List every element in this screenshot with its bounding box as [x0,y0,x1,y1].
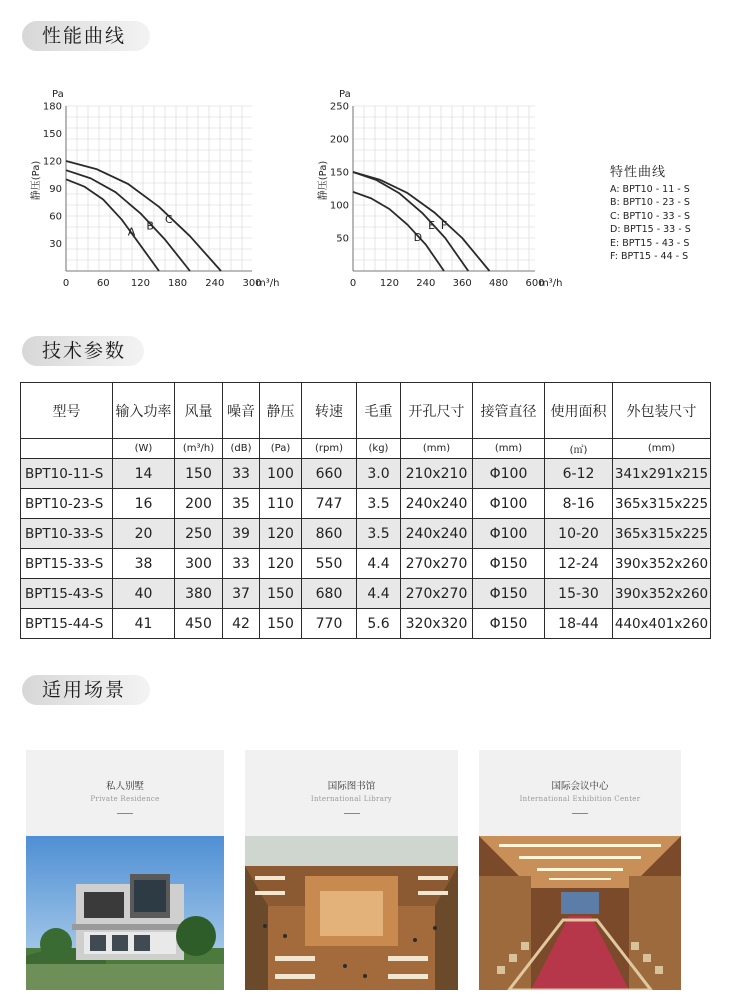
table-cell: 341x291x215 [613,459,711,489]
y-unit-label: Pa [339,89,351,100]
table-cell: 300 [175,549,223,579]
table-cell: 240x240 [401,489,473,519]
table-cell: 660 [302,459,357,489]
table-cell: 3.5 [357,519,401,549]
table-cell: BPT10-11-S [21,459,113,489]
table-cell: Φ100 [473,459,545,489]
x-tick-label: 60 [96,278,110,289]
curve-a [66,179,159,271]
table-cell: 8-16 [545,489,613,519]
scene-divider [344,813,360,814]
table-cell: Φ100 [473,489,545,519]
table-row [21,549,711,579]
table-cell: 3.5 [357,489,401,519]
table-cell: 270x270 [401,549,473,579]
section-title-scenes: 适用场景 [22,675,150,705]
table-row [21,609,711,639]
y-axis-title: 静压(Pa) [31,160,42,201]
table-cell: 33 [223,459,260,489]
table-cell: 320x320 [401,609,473,639]
table-cell: 静压 [260,383,302,439]
table-cell: Φ150 [473,609,545,639]
curve-label-e: E [428,218,436,232]
table-cell: 110 [260,489,302,519]
table-cell: 150 [175,459,223,489]
legend-item-e: E: BPT15 - 43 - S [610,237,690,249]
y-tick-label: 200 [329,134,349,146]
table-cell: 100 [260,459,302,489]
table-cell: 770 [302,609,357,639]
x-tick-label: 600 [525,278,545,289]
curve-label-a: A [127,225,136,239]
table-cell: 390x352x260 [613,579,711,609]
table-cell: BPT10-23-S [21,489,113,519]
table-cell: 250 [175,519,223,549]
scene-subtitle: International Exhibition Center [519,795,641,803]
curve-e [353,172,468,271]
y-tick-label: 150 [329,167,349,179]
table-cell: 37 [223,579,260,609]
performance-chart-2 [290,85,610,289]
legend-title: 特性曲线 [610,165,667,180]
table-cell: (Pa) [260,439,302,459]
performance-chart-1 [0,85,300,289]
table-cell: 860 [302,519,357,549]
table-cell: 120 [260,549,302,579]
table-cell: 550 [302,549,357,579]
x-tick-label: 0 [349,278,357,289]
scene-title: 国际会议中心 [551,781,609,792]
table-cell: BPT15-33-S [21,549,113,579]
scene-divider [572,813,588,814]
table-cell: 毛重 [357,383,401,439]
x-tick-label: 240 [416,278,436,289]
table-cell: 270x270 [401,579,473,609]
table-cell: BPT10-33-S [21,519,113,549]
x-tick-label: 120 [379,278,399,289]
conference-image [479,836,681,990]
scene-title: 国际图书馆 [327,781,376,792]
table-row [21,489,711,519]
table-cell: 365x315x225 [613,519,711,549]
table-cell: 440x401x260 [613,609,711,639]
section-title-performance: 性能曲线 [22,21,150,51]
y-tick-label: 250 [329,101,349,113]
x-tick-label: 180 [168,278,188,289]
table-cell: 747 [302,489,357,519]
scene-divider [117,813,133,814]
curve-label-f: F [440,218,448,232]
table-units-row [21,439,711,459]
table-cell: 365x315x225 [613,489,711,519]
table-cell: 14 [113,459,175,489]
table-cell: 20 [113,519,175,549]
table-cell: 39 [223,519,260,549]
spec-table [20,382,711,639]
table-cell: 6-12 [545,459,613,489]
section-title-tech: 技术参数 [22,336,144,366]
table-cell: 42 [223,609,260,639]
table-cell: 41 [113,609,175,639]
legend-item-b: B: BPT10 - 23 - S [610,197,690,208]
curve-label-b: B [146,219,154,233]
villa-image [26,836,224,990]
y-tick-label: 60 [49,211,62,223]
y-tick-label: 90 [49,184,62,195]
table-cell: 噪音 [223,383,260,439]
x-unit-label: m³/h [256,278,280,289]
x-tick-label: 120 [130,278,150,289]
table-cell: 12-24 [545,549,613,579]
table-cell: 390x352x260 [613,549,711,579]
table-cell: 4.4 [357,549,401,579]
table-cell: Φ150 [473,579,545,609]
y-tick-label: 100 [329,200,349,212]
table-cell: 380 [175,579,223,609]
table-cell: (rpm) [302,439,357,459]
table-cell: 210x210 [401,459,473,489]
y-tick-label: 180 [42,101,62,113]
table-cell: (m³/h) [175,439,223,459]
table-cell: Φ100 [473,519,545,549]
y-tick-label: 50 [336,233,349,245]
table-cell: (mm) [401,439,473,459]
table-cell: 转速 [302,383,357,439]
table-cell: 3.0 [357,459,401,489]
table-cell: 33 [223,549,260,579]
table-header-row [21,383,711,439]
table-cell: 35 [223,489,260,519]
table-cell: 450 [175,609,223,639]
table-cell: (㎡) [545,439,613,459]
table-cell: 240x240 [401,519,473,549]
x-unit-label: m³/h [539,278,563,289]
y-tick-label: 150 [42,129,62,140]
y-tick-label: 120 [42,156,62,168]
legend-item-a: A: BPT10 - 11 - S [610,183,690,195]
table-cell: 40 [113,579,175,609]
table-cell: 150 [260,609,302,639]
scene-card-exhibition [479,750,681,990]
table-cell: 15-30 [545,579,613,609]
y-unit-label: Pa [52,89,64,100]
legend-item-f: F: BPT15 - 44 - S [610,251,689,262]
curve-label-d: D [413,230,423,244]
curve-legend [610,166,691,264]
x-tick-label: 300 [242,278,262,289]
table-cell: 外包装尺寸 [613,383,711,439]
table-cell: BPT15-44-S [21,609,113,639]
table-row [21,519,711,549]
scene-title: 私人别墅 [105,781,144,792]
table-cell: 开孔尺寸 [401,383,473,439]
table-cell: 10-20 [545,519,613,549]
y-tick-label: 30 [49,239,62,250]
table-cell: (mm) [473,439,545,459]
table-cell: BPT15-43-S [21,579,113,609]
curve-f [353,172,490,271]
table-cell: 680 [302,579,357,609]
y-axis-title: 静压(Pa) [318,160,329,201]
table-cell: (W) [113,439,175,459]
legend-item-d: D: BPT15 - 33 - S [610,224,691,235]
table-cell: (dB) [223,439,260,459]
table-cell: 接管直径 [473,383,545,439]
x-tick-label: 240 [205,278,225,289]
table-cell: 16 [113,489,175,519]
x-tick-label: 360 [452,278,472,289]
legend-item-c: C: BPT10 - 33 - S [610,210,691,222]
scene-subtitle: Private Residence [90,795,160,803]
table-cell: 输入功率 [113,383,175,439]
table-cell: 风量 [175,383,223,439]
table-row [21,459,711,489]
scene-card-residence [26,750,224,990]
table-cell: 200 [175,489,223,519]
table-cell: 4.4 [357,579,401,609]
table-cell: 5.6 [357,609,401,639]
table-cell: 150 [260,579,302,609]
curve-label-c: C [165,212,173,226]
table-row [21,579,711,609]
table-cell: 120 [260,519,302,549]
table-cell: 使用面积 [545,383,613,439]
x-tick-label: 480 [489,278,509,289]
table-cell: (mm) [613,439,711,459]
table-cell: (kg) [357,439,401,459]
scene-subtitle: International Library [310,795,393,803]
x-tick-label: 0 [62,278,70,289]
table-cell [21,439,113,459]
library-image [245,836,458,990]
table-cell: 型号 [21,383,113,439]
scene-card-library [245,750,458,990]
table-cell: 18-44 [545,609,613,639]
table-cell: Φ150 [473,549,545,579]
table-cell: 38 [113,549,175,579]
